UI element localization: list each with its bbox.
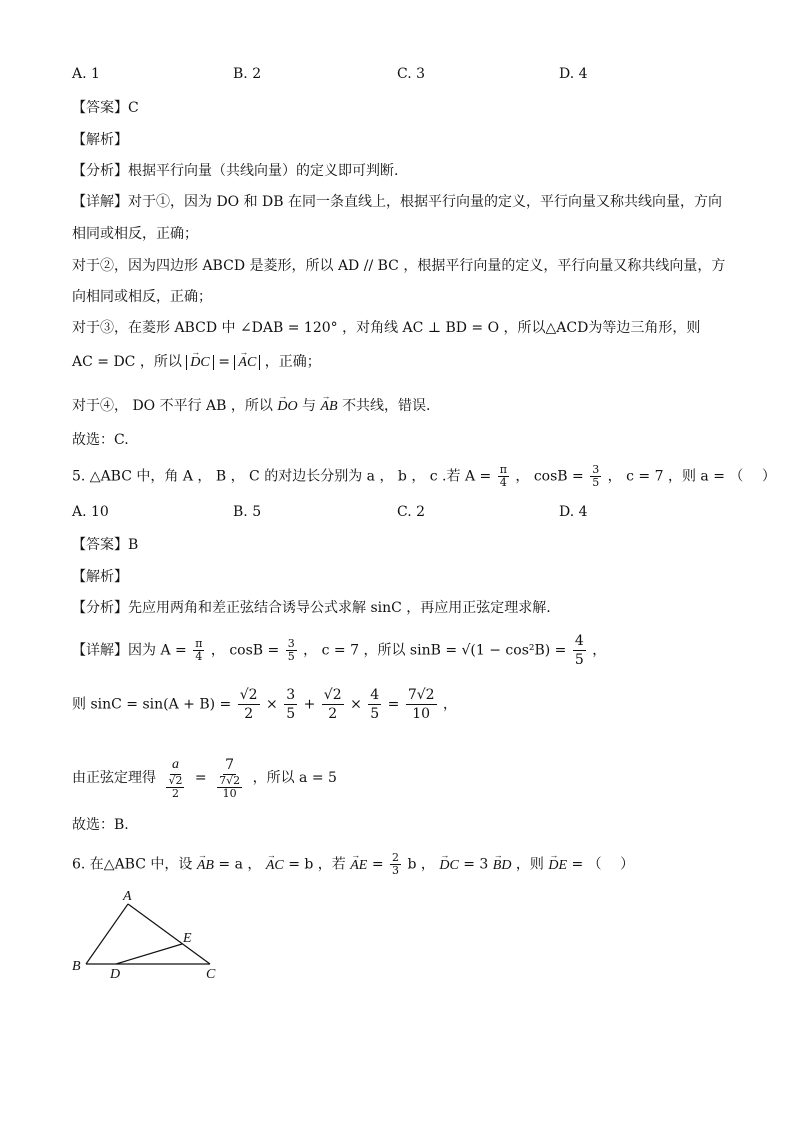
fraction-root2-over-2 [166,775,184,800]
q5-option-d: D. 4 [559,504,588,520]
fraction-root2-over-2 [238,686,260,723]
fraction-pi-over-4 [498,464,509,489]
vector-ac: → AC [266,856,284,876]
q6-stem-b: = b ，若 [288,856,346,873]
equals-sign: = [387,696,400,713]
vector-do: → DO [277,397,297,417]
frac-den: 2 [244,706,254,722]
vector-dc: → DC [190,353,209,373]
vector-de: → DE [548,856,567,876]
q5-detail-1-mid1: ， cosB = [210,642,280,659]
frac-den: 10 [412,706,431,722]
q4-options [72,66,732,86]
q5-stem-pre: 5. △ABC 中，角 A ， B ， C 的对边长分别为 a ， b ， c .若 A = [72,468,492,485]
frac-num: √2 [239,687,258,703]
q4-detail-1a: 【详解】对于①，因为 DO 和 DB 在同一条直线上，根据平行向量的定义，平行向量又称共线向量，方向 [72,194,723,210]
frac-num: a [170,756,181,775]
abs-dc-vector [186,355,213,370]
q4-detail-3b-eq: = [218,354,235,370]
q4-detail-2a: 对于②，因为四边形 ABCD 是菱形，所以 AD // BC ，根据平行向量的定义，平行向量又称共线向量，方 [72,258,726,274]
q4-detail-3b [72,352,321,373]
q4-choose: 故选：C. [72,432,129,448]
frac-den [162,775,188,800]
q5-law-of-sines [72,756,337,800]
q4-detail-1b: 相同或相反，正确； [72,226,198,242]
q4-detail-4 [72,396,431,417]
fraction-3-over-5 [284,686,297,723]
q4-option-c: C. 3 [397,66,426,82]
frac-num: 7√2 [407,687,435,703]
vector-bd: → BD [493,856,512,876]
q5-fenxi: 【分析】先应用两角和差正弦结合诱导公式求解 sinC ，再应用正弦定理求解. [72,600,551,616]
frac-den: 2 [171,787,179,800]
frac-den: 2 [328,706,338,722]
label-a: A [123,889,132,904]
q5-law-pre: 由正弦定理得 [72,770,156,786]
frac-num: √2 [323,687,342,703]
q4-detail-2b: 向相同或相反，正确； [72,289,212,305]
frac-num: 3 [287,637,295,650]
fraction-7root2-over-10 [217,775,242,800]
q6-stem-pre: 6. 在△ABC 中，设 [72,856,193,873]
q4-option-a: A. 1 [72,66,100,82]
q4-detail-4-mid: 与 [302,398,321,414]
frac-num: 3 [592,463,600,476]
q4-option-b: B. 2 [233,66,262,82]
fraction-pi-over-4 [193,638,204,663]
abs-ac-vector [234,355,260,370]
q4-detail-3b-pre: AC = DC ，所以 [72,354,182,370]
q6-stem-3: = 3 [463,856,489,873]
label-c: C [206,967,216,982]
q4-analysis-heading: 【解析】 [72,132,128,148]
frac-den: 5 [370,706,380,722]
vector-dc: → DC [439,856,458,876]
q5-option-b: B. 5 [233,504,262,520]
q5-stem-post: ， c = 7 ，则 a = （ ） [607,468,776,485]
q6-stem-b2: b ， [407,856,435,873]
q5-options [72,504,732,524]
vector-ab: → AB [321,397,338,417]
frac-num: π [195,637,203,650]
q6-stem [72,852,634,877]
frac-num: √2 [168,774,183,787]
fraction-4-over-5 [368,686,381,723]
fraction-7-over-sinC [213,756,246,800]
q5-detail-1-mid2: ， c = 7 ，所以 sinB = √(1 − cos²B) = [303,642,567,659]
q6-stem-eq: = [371,856,384,873]
label-e: E [183,931,192,946]
fraction-2-over-3 [390,852,401,877]
fraction-3-over-5 [590,464,601,489]
fraction-7root2-over-10 [406,686,437,723]
q4-answer: 【答案】C [72,100,139,116]
q4-detail-4-pre: 对于④， DO 不平行 AB ，所以 [72,398,273,414]
frac-den: 5 [286,706,296,722]
frac-den: 3 [392,864,399,877]
q4-detail-3a: 对于③，在菱形 ABCD 中 ∠DAB = 120° ，对角线 AC ⊥ BD = O ，所以△ACD为等边三角形，则 [72,320,701,336]
q6-stem-end: = （ ） [571,856,635,873]
frac-num: 2 [392,851,399,864]
label-d: D [110,967,121,982]
q6-stem-a: = a ， [218,856,262,873]
segment-de [116,944,182,964]
vector-ab: → AB [197,856,214,876]
edge-ab [86,904,128,964]
times-sign: × [350,696,362,713]
q5-choose: 故选：B. [72,817,129,833]
q5-sinc-line [72,686,457,723]
frac-den [213,775,246,800]
q5-sinc-post: ， [443,696,458,713]
vector-ac: → AC [238,353,256,373]
frac-num: 3 [286,687,296,703]
q4-detail-4-post: 不共线，错误. [342,398,431,414]
q4-option-d: D. 4 [559,66,588,82]
triangle-figure [66,886,236,986]
q5-analysis-heading: 【解析】 [72,569,128,585]
frac-num: 7√2 [219,774,241,787]
frac-num: 7 [225,757,235,773]
q5-stem [72,464,776,489]
frac-num: π [499,463,507,476]
vector-ae: → AE [350,856,367,876]
q5-stem-mid: ， cosB = [515,468,584,485]
label-b: B [72,959,81,974]
q5-detail-1 [72,632,606,669]
q4-detail-3b-post: ，正确； [264,354,321,370]
edge-ac [128,904,210,964]
times-sign: × [266,696,278,713]
q6-stem-then: ，则 [515,856,544,873]
plus-sign: + [303,696,316,713]
q5-law-post: ，所以 a = 5 [252,770,337,786]
q4-fenxi: 【分析】根据平行向量（共线向量）的定义即可判断. [72,163,399,179]
fraction-root2-over-2 [322,686,344,723]
fraction-a-over-sinA [162,756,188,800]
frac-den: 5 [592,476,600,489]
fraction-3-over-5 [286,638,297,663]
frac-num: 4 [370,687,380,703]
frac-den: 4 [499,476,507,489]
q5-sinc-pre: 则 sinC = sin(A + B) = [72,696,232,713]
frac-num: 4 [574,633,584,649]
frac-den: 5 [287,650,295,663]
fraction-4-over-5 [573,632,586,669]
frac-den: 5 [574,652,584,668]
q5-option-c: C. 2 [397,504,426,520]
q5-answer: 【答案】B [72,537,139,553]
frac-den: 10 [222,787,237,800]
q5-detail-1-pre: 【详解】因为 A = [72,642,187,659]
equals-sign: = [194,770,207,786]
q5-detail-1-post: ， [592,642,607,659]
frac-den: 4 [195,650,203,663]
q5-option-a: A. 10 [72,504,109,520]
